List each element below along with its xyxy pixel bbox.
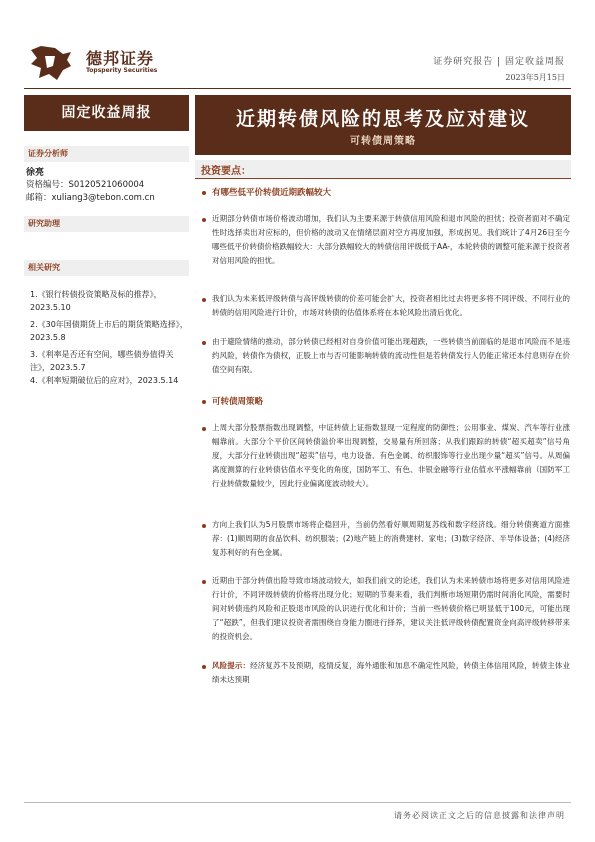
brand-logo-icon — [27, 44, 75, 84]
paragraph-bullet-icon — [202, 580, 206, 584]
keypoints-bar — [195, 160, 571, 179]
paragraph: 我们认为未来低评级转债与高评级转债的价差可能会扩大，投资者相比过去将更多将不同评级、不同行业的转债的信用风险进行计价，市场对转债的估值体系将在本轮风险出清后优化。 — [212, 294, 570, 317]
risk-warning — [212, 659, 570, 687]
email-label: 邮箱： — [26, 193, 52, 203]
risk-text: 经济复苏不及预期，疫情反复，海外通胀和加息不确定性风险，转债主体信用风险，转债主体业绩未达预期 — [212, 661, 571, 684]
related-research-item[interactable]: 3.《利率是否还有空间，哪些债券值得关注》，2023.5.7 — [30, 350, 174, 372]
brand-name-cn: 德邦证券 — [86, 49, 155, 68]
related-research-item[interactable]: 1.《银行转债投资策略及标的推荐》，2023.5.10 — [30, 290, 162, 312]
cert-label: 资格编号： — [26, 180, 69, 190]
keypoints-heading: 投资要点： — [201, 166, 251, 177]
risk-bullet-icon — [202, 665, 206, 669]
related-research-item[interactable]: 2.《30年国债期货上市后的期货策略选择》，2023.5.8 — [30, 320, 188, 342]
paragraph-bullet-icon — [202, 427, 206, 431]
cert-value: S0120521060004 — [68, 180, 145, 190]
section-bullet-icon — [202, 191, 206, 195]
report-date: 2023年5月15日 — [505, 73, 565, 82]
assistant-heading: 研究助理 — [24, 216, 189, 232]
paragraph-bullet-icon — [202, 524, 206, 528]
email-value[interactable]: xuliang3@tebon.com.cn — [51, 193, 155, 203]
title-banner — [195, 95, 571, 155]
section-bullet-icon — [202, 400, 206, 404]
paragraph: 近期由于部分转债出险导致市场波动较大，如我们前文的论述，我们认为未来转债市场将更多对信用风险进行计价，不同评级转债的价格将出现分化；短期的节奏来看，我们判断市场短期仍需时间消化风险，需要时间对转债违约风险和正股退市风险的认识进行优化和计价；当前一些转债价格已明显低于100元，可能出现了“超跌”，但我们建议投资者需围绕自身能力圈进行择养，建议关注低评级转债配置资金向高评级转移带来的投资机会。 — [212, 576, 570, 641]
report-type: 证券研究报告 | 固定收益周报 — [433, 57, 565, 67]
related-research-item[interactable]: 4.《利率短期破位后的应对》，2023.5.14 — [30, 376, 179, 385]
analyst-name: 徐亮 — [26, 168, 45, 178]
report-subtitle: 可转债周策略 — [350, 136, 416, 147]
paragraph: 方向上我们认为5月股票市场将企稳回升，当前仍然看好顺周期复苏线和数字经济线。细分转债赛道方面推荐：(1)顺周期的食品饮料、纺织服装；(2)地产链上的消费建材、家电；(3)数字经济、半导体设备；(4)经济复苏利好的有色金属。 — [212, 520, 570, 557]
footer-divider — [24, 802, 571, 803]
paragraph-bullet-icon — [202, 218, 206, 222]
paragraph: 上周大部分股票指数出现调整，中证转债上证指数显现一定程度的防御性；公用事业、煤炭、汽车等行业涨幅靠前。大部分个平价区间转债溢价率出现调整，交易量有所回落；从我们跟踪的转债“超买超卖”信号角度，大部分行业转债出现“超卖”信号，电力设备、有色金属、纺织服饰等行业出现少量“超买”信号。从周偏离度测算的行业转债估值水平变化的角度，国防军工、有色、非银金融等行业估值水平涨幅靠前（国防军工行业转债数量较少，因此行业偏离度波动较大）。 — [212, 423, 570, 488]
footer-disclaimer[interactable]: 请务必阅读正文之后的信息披露和法律声明 — [394, 811, 565, 820]
section-heading: 可转债周策略 — [212, 397, 264, 407]
analyst-heading: 证券分析师 — [24, 146, 189, 162]
paragraph: 由于避险情绪的推动，部分转债已经相对自身价值可能出现超跌，一些转债当前面临的是退市风险而不是违约风险，转债作为债权，正股上市与否可能影响转债的流动性但是若转债发行人仍能正常还本付息则存在价值空间有限。 — [212, 337, 570, 374]
header-divider — [24, 88, 571, 89]
paragraph-bullet-icon — [202, 298, 206, 302]
risk-label: 风险提示： — [212, 661, 251, 670]
paragraph: 近期部分转债市场价格波动增加，我们认为主要来源于转债信用风险和退市风险的担忧；投资者面对不确定性时选择卖出对应标的，但价格的波动又在情绪层面对空方再度加强，形成拐见。我们统计了4月26日至今哪些低平价转债价格跌幅较大：大部分跌幅较大的转债信用评级低于AA-，本轮转债的调整可能来源于投资者对信用风险的担忧。 — [212, 214, 571, 265]
paragraph-bullet-icon — [202, 341, 206, 345]
brand-name-en: Topsperity Securities — [86, 67, 158, 74]
section-heading: 有哪些低平价转债近期跌幅较大 — [212, 188, 332, 198]
analyst-cert — [26, 178, 144, 190]
report-category-banner: 固定收益周报 — [24, 95, 189, 131]
related-research-heading: 相关研究 — [24, 260, 189, 276]
report-title: 近期转债风险的思考及应对建议 — [235, 108, 530, 130]
analyst-email — [26, 191, 155, 203]
